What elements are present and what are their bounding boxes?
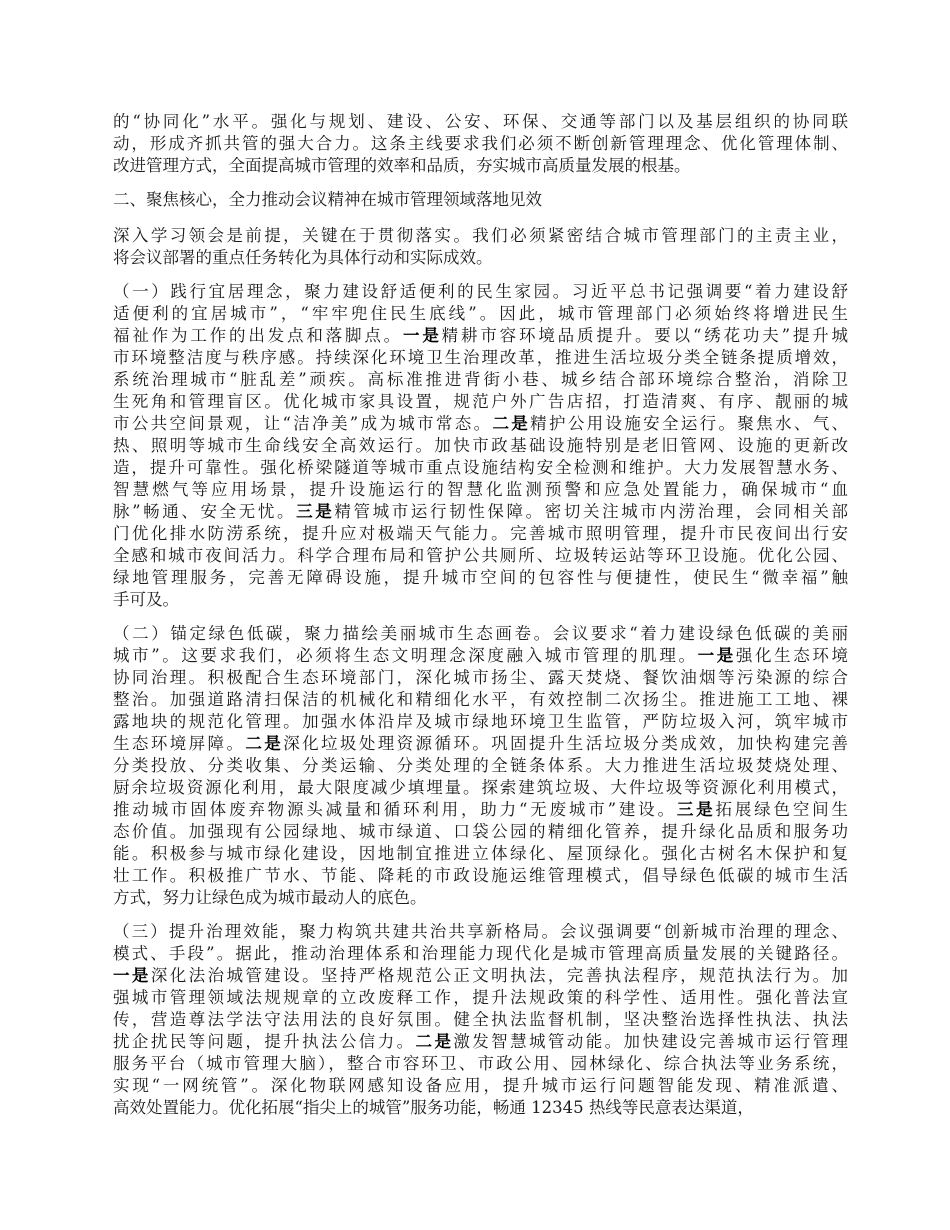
text-segment: 二、聚焦核心，全力推动会议精神在城市管理领域落地见效 [113, 190, 542, 209]
document-page [113, 111, 848, 1131]
text-segment: 厨余垃圾资源化利用，最大限度减少填埋量。探索建筑垃圾、大件垃圾等资源化利用模式， [113, 778, 848, 797]
text-segment: 深化垃圾处理资源循环。巩固提升生活垃圾分类成效，加快构建完善 [283, 734, 849, 753]
text-line [113, 733, 848, 755]
text-segment: 改进管理方式，全面提高城市管理的效率和品质，夯实城市高质量发展的根基。 [113, 156, 691, 175]
text-segment: 脉”畅通、安全无忧。 [113, 502, 297, 521]
text-segment: 精护公用设施安全运行。聚焦水、气、 [530, 414, 849, 433]
text-line [113, 865, 848, 887]
text-segment: 态价值。加强现有公园绿地、城市绿道、口袋公园的精细化管养，提升绿化品质和服务功 [113, 822, 848, 841]
text-segment: 强城市管理领域法规规章的立改废释工作，提升法规政策的科学性、适用性。强化普法宣 [113, 988, 848, 1007]
text-line [113, 755, 848, 777]
text-line [113, 667, 848, 689]
text-segment: （一）践行宜居理念，聚力建设舒适便利的民生家园。习近平总书记强调要“着力建设舒 [113, 282, 848, 301]
body-paragraph [113, 623, 848, 909]
text-segment: 分类投放、分类收集、分类运输、分类处理的全链条体系。大力推进生活垃圾焚烧处理、 [113, 756, 848, 775]
text-segment: （二）锚定绿色低碳，聚力描绘美丽城市生态画卷。会议要求“着力建设绿色低碳的美丽 [113, 624, 848, 643]
text-segment: 协同治理。积极配合生态环境部门，深化城市扬尘、露天焚烧、餐饮油烟等污染源的综合 [113, 668, 848, 687]
text-segment: 绿地管理服务，完善无障碍设施，提升城市空间的包容性与便捷性，使民生“微幸福”触 [113, 568, 848, 587]
text-segment: 深化法治城管建设。坚持严格规范公正文明执法，完善执法程序，规范执法行为。加 [150, 966, 849, 985]
text-line [113, 457, 848, 479]
text-line [113, 347, 848, 369]
text-line [113, 303, 848, 325]
text-segment: 生死角和管理盲区。优化城市家具设置，规范户外广告店招，打造清爽、有序、靓丽的城 [113, 392, 848, 411]
text-segment: 手可及。 [113, 590, 179, 609]
text-segment: 系统治理城市“脏乱差”顽疾。高标准推进背街小巷、城乡结合部环境综合整治，消除卫 [113, 370, 848, 389]
text-segment: 深入学习领会是前提，关键在于贯彻落实。我们必须紧密结合城市管理部门的主责主业， [113, 226, 848, 245]
text-line [113, 1075, 848, 1097]
emphasis-marker: 二是 [415, 1032, 454, 1051]
text-segment: 智慧燃气等应用场景，提升设施运行的智慧化监测预警和应急处置能力，确保城市“血 [113, 480, 848, 499]
text-line [113, 247, 848, 269]
text-line [113, 189, 848, 211]
text-segment: 高效处置能力。优化拓展“指尖上的城管”服务功能，畅通 12345 热线等民意表达渠道， [113, 1098, 754, 1117]
text-line [113, 111, 848, 133]
text-segment: 方式，努力让绿色成为城市最动人的底色。 [113, 888, 427, 907]
text-line [113, 921, 848, 943]
text-segment: 热、照明等城市生命线安全高效运行。加快市政基础设施特别是老旧管网、设施的更新改 [113, 436, 848, 455]
text-line [113, 567, 848, 589]
emphasis-marker: 一是 [113, 966, 151, 985]
text-line [113, 623, 848, 645]
text-segment: 城市”。这要求我们，必须将生态文明理念深度融入城市管理的肌理。 [113, 646, 698, 665]
emphasis-marker: 一是 [402, 326, 442, 345]
text-line [113, 589, 848, 611]
emphasis-marker: 三是 [676, 800, 716, 819]
text-segment: 的“协同化”水平。强化与规划、建设、公安、环保、交通等部门以及基层组织的协同联 [113, 112, 848, 131]
text-segment: 精管城市运行韧性保障。密切关注城市内涝治理，会同相关部 [334, 502, 849, 521]
body-paragraph [113, 225, 848, 269]
text-segment: 造，提升可靠性。强化桥梁隧道等城市重点设施结构安全检测和维护。大力发展智慧水务、 [113, 458, 848, 477]
text-line [113, 155, 848, 177]
text-segment: 市公共空间景观，让“洁净美”成为城市常态。 [113, 414, 493, 433]
text-line [113, 799, 848, 821]
text-segment: 门优化排水防涝系统，提升应对极端天气能力。完善城市照明管理，提升市民夜间出行安 [113, 524, 848, 543]
text-segment: 扰企扰民等问题，提升执法公信力。 [113, 1032, 416, 1051]
emphasis-marker: 三是 [296, 502, 335, 521]
text-segment: 拓展绿色空间生 [715, 800, 849, 819]
text-line [113, 369, 848, 391]
text-line [113, 281, 848, 303]
text-segment: 强化生态环境 [735, 646, 849, 665]
text-segment: 传，营造尊法学法守法用法的良好氛围。健全执法监督机制，坚决整治选择性执法、执法 [113, 1010, 848, 1029]
emphasis-marker: 二是 [245, 734, 284, 753]
text-segment: 福祉作为工作的出发点和落脚点。 [113, 326, 403, 345]
text-segment: 实现“一网统管”。深化物联网感知设备应用，提升城市运行问题智能发现、精准派遣、 [113, 1076, 848, 1095]
text-line [113, 391, 848, 413]
text-line [113, 777, 848, 799]
text-line [113, 325, 848, 347]
text-segment: 服务平台（城市管理大脑），整合市容环卫、市政公用、园林绿化、综合执法等业务系统， [113, 1054, 848, 1073]
emphasis-marker: 二是 [492, 414, 531, 433]
body-paragraph [113, 281, 848, 611]
text-segment: 能。积极参与城市绿化建设，因地制宜推进立体绿化、屋顶绿化。强化古树名木保护和复 [113, 844, 848, 863]
text-line [113, 435, 848, 457]
text-line [113, 1097, 848, 1119]
text-line [113, 1009, 848, 1031]
text-segment: 将会议部署的重点任务转化为具体行动和实际成效。 [113, 248, 493, 267]
text-line [113, 133, 848, 155]
text-line [113, 987, 848, 1009]
text-line [113, 413, 848, 435]
body-paragraph [113, 111, 848, 177]
text-segment: 推动城市固体废弃物源头减量和循环利用，助力“无废城市”建设。 [113, 800, 677, 819]
text-line [113, 523, 848, 545]
text-segment: 市环境整洁度与秩序感。持续深化环境卫生治理改革，推进生活垃圾分类全链条提质增效， [113, 348, 848, 367]
text-segment: 动，形成齐抓共管的强大合力。这条主线要求我们必须不断创新管理理念、优化管理体制、 [113, 134, 848, 153]
text-line [113, 711, 848, 733]
text-line [113, 1031, 848, 1053]
text-line [113, 645, 848, 667]
text-line [113, 821, 848, 843]
text-line [113, 479, 848, 501]
section-heading [113, 189, 848, 211]
text-segment: 适便利的宜居城市”，“牢牢兜住民生底线”。因此，城市管理部门必须始终将增进民生 [113, 304, 848, 323]
text-line [113, 887, 848, 909]
text-line [113, 965, 848, 987]
text-segment: 生态环境屏障。 [113, 734, 246, 753]
text-line [113, 1053, 848, 1075]
text-segment: 激发智慧城管动能。加快建设完善城市运行管理 [453, 1032, 849, 1051]
text-line [113, 501, 848, 523]
text-line [113, 843, 848, 865]
text-segment: 露地块的规范化管理。加强水体沿岸及城市绿地环境卫生监管，严防垃圾入河，筑牢城市 [113, 712, 848, 731]
text-line [113, 225, 848, 247]
body-paragraph [113, 921, 848, 1119]
text-line [113, 545, 848, 567]
text-segment: （三）提升治理效能，聚力构筑共建共治共享新格局。会议强调要“创新城市治理的理念、 [113, 922, 848, 941]
text-segment: 全感和城市夜间活力。科学合理布局和管护公共厕所、垃圾转运站等环卫设施。优化公园、 [113, 546, 848, 565]
emphasis-marker: 一是 [697, 646, 736, 665]
text-line [113, 943, 848, 965]
text-line [113, 689, 848, 711]
text-segment: 整治。加强道路清扫保洁的机械化和精细化水平，有效控制二次扬尘。推进施工工地、裸 [113, 690, 848, 709]
text-segment: 壮工作。积极推广节水、节能、降耗的市政设施运维管理模式，倡导绿色低碳的城市生活 [113, 866, 848, 885]
text-segment: 精耕市容环境品质提升。要以“绣花功夫”提升城 [441, 326, 849, 345]
text-segment: 模式、手段”。据此，推动治理体系和治理能力现代化是城市管理高质量发展的关键路径。 [113, 944, 848, 963]
